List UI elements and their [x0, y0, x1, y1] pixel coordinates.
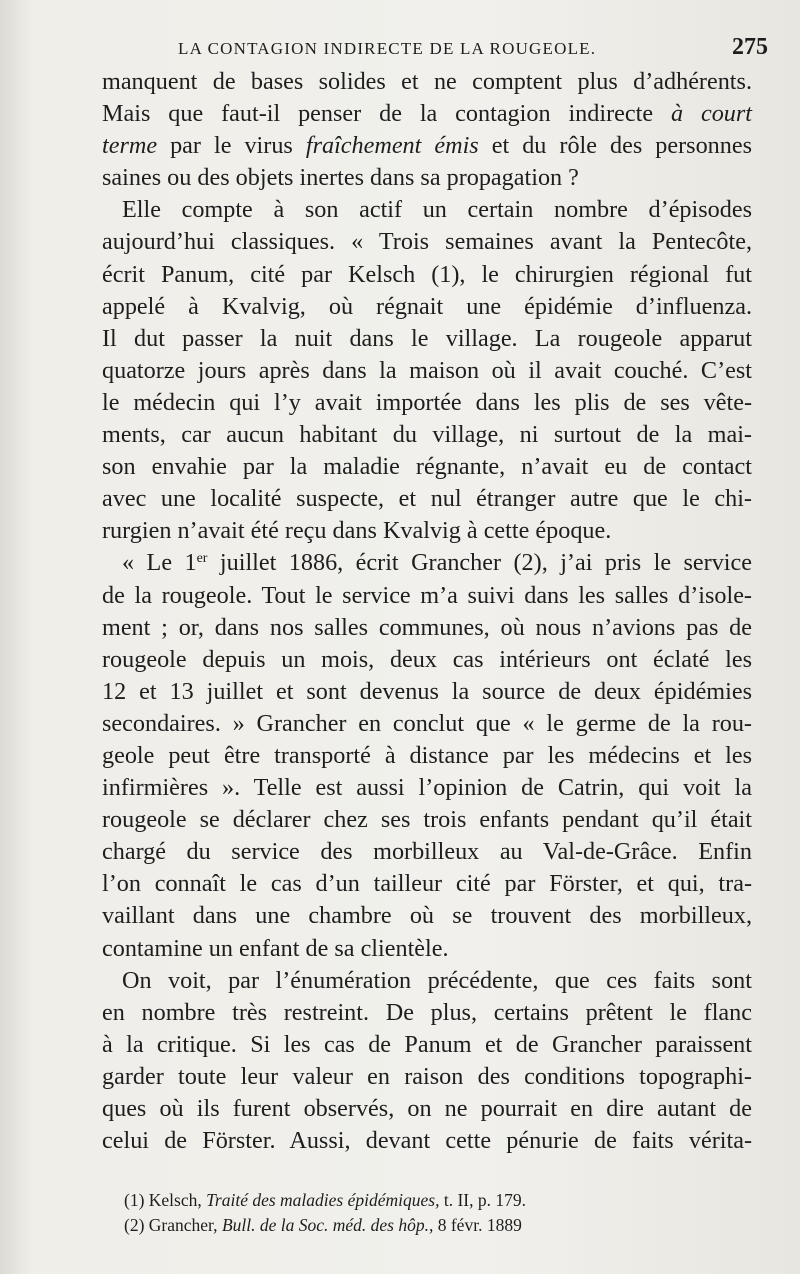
text-line: rougeole depuis un mois, deux cas intérieurs ont éclaté les — [102, 645, 752, 673]
text-line: « Le 1er juillet 1886, écrit Grancher (2), j’ai pris le service — [122, 549, 752, 577]
text-line: celui de Förster. Aussi, devant cette pénurie de faits vérita- — [102, 1127, 752, 1155]
page-number: 275 — [732, 34, 768, 60]
text-line: Mais que faut-il penser de la contagion indirecte à court — [102, 100, 753, 128]
text-line: ments, car aucun habitant du village, ni surtout de la mai- — [102, 421, 752, 449]
text-line: On voit, par l’énumération précédente, que ces faits sont — [122, 966, 752, 994]
text-line: quatorze jours après dans la maison où il avait couché. C’est — [102, 356, 752, 384]
text-line: son envahie par la maladie régnante, n’avait eu de contact — [102, 453, 752, 481]
text-line: garder toute leur valeur en raison des conditions topographi- — [102, 1062, 752, 1090]
text-line: à la critique. Si les cas de Panum et de Grancher paraissent — [102, 1030, 752, 1058]
text-line: chargé du service des morbilleux au Val-de-Grâce. Enfin — [102, 838, 752, 866]
text-line: ment ; or, dans nos salles communes, où nous n’avions pas de — [102, 613, 752, 641]
text-line: rurgien n’avait été reçu dans Kvalvig à cette époque. — [102, 517, 612, 545]
text-line: appelé à Kvalvig, où régnait une épidémie d’influenza. — [102, 292, 752, 320]
text-line: terme par le virus fraîchement émis et du rôle des personnes — [102, 132, 753, 160]
footnotes — [124, 1188, 754, 1238]
text-line: avec une localité suspecte, et nul étranger autre que le chi- — [102, 485, 752, 513]
running-title: LA CONTAGION INDIRECTE DE LA ROUGEOLE. — [178, 39, 597, 58]
text-line: rougeole se déclarer chez ses trois enfants pendant qu’il était — [102, 806, 752, 834]
text-line: 12 et 13 juillet et sont devenus la source de deux épidémies — [102, 677, 752, 705]
footnote-2: (2) Grancher, Bull. de la Soc. méd. des hôp., 8 févr. 1889 — [124, 1215, 522, 1235]
page-header — [178, 34, 768, 61]
text-line: saines ou des objets inertes dans sa propagation ? — [102, 164, 579, 192]
text-line: Il dut passer la nuit dans le village. La rougeole apparut — [102, 324, 752, 352]
text-line: le médecin qui l’y avait importée dans les plis de ses vête- — [102, 388, 752, 416]
text-line: de la rougeole. Tout le service m’a suivi dans les salles d’isole- — [102, 581, 752, 609]
text-line: ques où ils furent observés, on ne pourrait en dire autant de — [102, 1095, 752, 1122]
text-line: vaillant dans une chambre où se trouvent des morbilleux, — [102, 902, 752, 930]
text-line: contamine un enfant de sa clientèle. — [102, 934, 449, 962]
body-text — [102, 66, 752, 1157]
text-line: infirmières ». Telle est aussi l’opinion de Catrin, qui voit la — [102, 774, 752, 802]
text-line: manquent de bases solides et ne comptent plus d’adhérents. — [102, 68, 752, 95]
text-line: Elle compte à son actif un certain nombre d’épisodes — [122, 196, 752, 224]
text-line: secondaires. » Grancher en conclut que « le germe de la rou- — [102, 709, 752, 737]
text-line: écrit Panum, cité par Kelsch (1), le chirurgien régional fut — [102, 260, 752, 288]
text-line: l’on connaît le cas d’un tailleur cité par Förster, et qui, tra- — [102, 870, 752, 898]
text-line: aujourd’hui classiques. « Trois semaines avant la Pentecôte, — [102, 228, 752, 256]
text-line: geole peut être transporté à distance par les médecins et les — [102, 741, 752, 769]
footnote-1: (1) Kelsch, Traité des maladies épidémiques, t. II, p. 179. — [124, 1190, 526, 1210]
text-line: en nombre très restreint. De plus, certains prêtent le flanc — [102, 998, 752, 1026]
